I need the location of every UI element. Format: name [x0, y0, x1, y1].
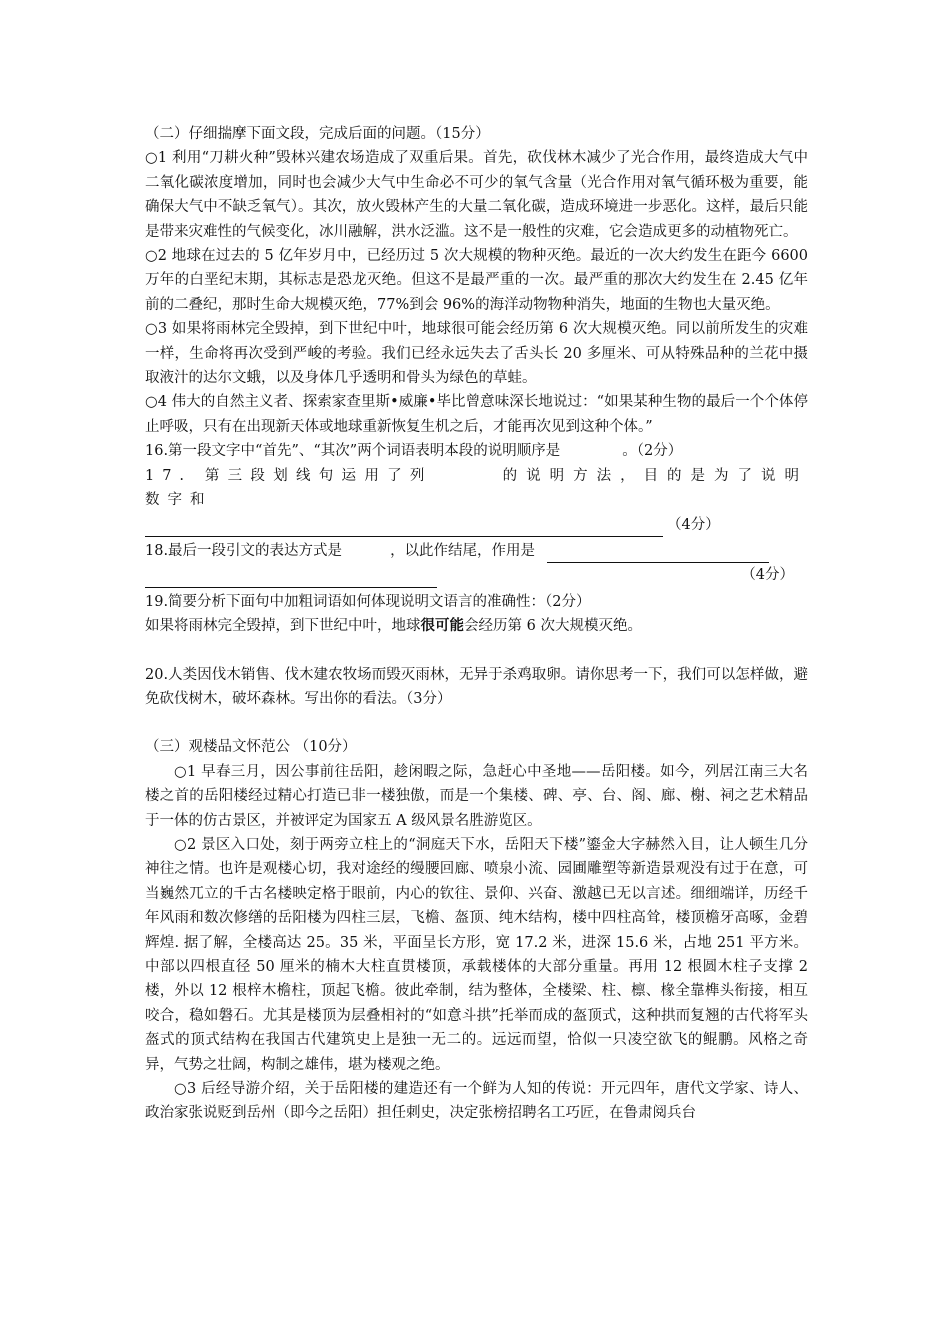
question-16-score: 。（2分）	[622, 443, 683, 460]
question-16-text: 16.第一段文字中“首先”、“其次”两个词语表明本段的说明顺序是	[145, 443, 561, 460]
section-3-paragraph-3: ○3 后经导游介绍，关于岳阳楼的建造还有一个鲜为人知的传说：开元四年，唐代文学家、诗人、政治家张说贬到岳州（即今之岳阳）担任刺史，决定张榜招聘名工巧匠，在鲁肃阅兵台	[145, 1081, 808, 1122]
spacer	[145, 711, 808, 735]
question-20: 20.人类因伐木销售、伐木建农牧场而毁灭雨林，无异于杀鸡取卵。请你思考一下，我们可以怎样做，避免砍伐树木，破坏森林。写出你的看法。（3分）	[145, 666, 808, 707]
section-2-paragraph-3: ○3 如果将雨林完全毁掉，到下世纪中叶，地球很可能会经历第 6 次大规模灭绝。同以前所发生的灾难一样，生命将再次受到严峻的考验。我们已经永远失去了舌头长 20 多厘米、可从特殊品种的兰花中摄取液汁的达尔文蛾，以及身体几乎透明和骨头为绿色的草蛙。	[145, 321, 808, 387]
question-17	[145, 464, 808, 513]
section-3-heading: （三）观楼品文怀范公 （10分）	[145, 739, 357, 756]
question-18-answer-line	[145, 563, 808, 587]
section-3-paragraph-1: ○1 早春三月，因公事前往岳阳，趁闲暇之际，急赶心中圣地——岳阳楼。如今，列居江南三大名楼之首的岳阳楼经过精心打造已非一楼独傲，而是一个集楼、碑、亭、台、阁、廊、榭、祠之艺术精品于一体的仿古景区，并被评定为国家五 A 级风景名胜游览区。	[145, 763, 808, 829]
question-19: 19.简要分析下面句中加粗词语如何体现说明文语言的准确性：（2分）	[145, 593, 591, 610]
section-2-heading: （二）仔细揣摩下面文段，完成后面的问题。（15分）	[145, 126, 490, 142]
question-18-answer-blank[interactable]	[145, 571, 437, 588]
question-17-text: 17. 第三段划线句运用了列数字和	[145, 467, 433, 509]
question-17-method-blank[interactable]	[432, 464, 502, 513]
spacer	[145, 639, 808, 663]
question-18-score: （4分）	[741, 567, 794, 584]
question-19-bold-word: 很可能	[420, 617, 464, 635]
question-18-effect-blank[interactable]	[547, 546, 769, 563]
section-3-paragraph-2: ○2 景区入口处，刻于两旁立柱上的“洞庭天下水，岳阳天下楼”鎏金大字赫然入目，让人顿生几分神往之情。也许是观楼心切，我对途经的缦腰回廊、喷泉小流、园圃雕塑等新造景观没有过于在意，可当巍然兀立的千古名楼映定格于眼前，内心的钦往、景仰、兴奋、激越已无以言述。细细端详，历经千年风雨和数次修缮的岳阳楼为四柱三层，飞檐、盔顶、纯木结构，楼中四柱高耸，楼顶檐牙高啄，金碧辉煌. 据了解，全楼高达 25。35 米，平面呈长方形，宽 17.2 米，进深 15.6 米，占地 251 平方米。中部以四根直径 50 厘米的楠木大柱直贯楼顶，承载楼体的大部分重量。再用 12 根圆木柱子支撑 2 楼，外以 12 根梓木檐柱，顶起飞檐。彼此牵制，结为整体，全楼梁、柱、檩、椽全靠榫头衔接，相互咬合，稳如磐石。尤其是楼顶为层叠相衬的“如意斗拱”托举而成的盔顶式，这种拱而复翘的古代将军头盔式的顶式结构在我国古代建筑史上是独一无二的。远远而望，恰似一只凌空欲飞的鲲鹏。风格之奇异，气势之壮阔，构制之雄伟，堪为楼观之绝。	[145, 836, 808, 1073]
section-2-paragraph-4: ○4 伟大的自然主义者、探索家查里斯•威廉•毕比曾意味深长地说过：“如果某种生物的最后一个个体停止呼吸，只有在出现新天体或地球重新恢复生机之后，才能再次见到这种个体。”	[145, 394, 808, 435]
question-19-sentence: 如果将雨林完全毁掉，到下世纪中叶，地球很可能会经历第 6 次大规模灭绝。	[145, 617, 642, 635]
question-18-text-2: ，以此作结尾，作用是	[390, 542, 536, 559]
document-body	[145, 122, 808, 1126]
question-17-answer-line	[145, 513, 808, 537]
section-2-paragraph-2: ○2 地球在过去的 5 亿年岁月中，已经历过 5 次大规模的物种灭绝。最近的一次大约发生在距今 6600 万年的白垩纪末期，其标志是恐龙灭绝。但这不是最严重的一次。最严重的那次大约发生在 2.45 亿年前的二叠纪，那时生命大规模灭绝，77%到会 96%的海洋动物物种消失，地面的生物也大量灭绝。	[145, 248, 808, 313]
section-2-paragraph-1: ○1 利用“刀耕火种”毁林兴建农场造成了双重后果。首先，砍伐林木减少了光合作用，最终造成大气中二氧化碳浓度增加，同时也会减少大气中生命必不可少的氧气含量（光合作用对氧气循环极为重要，能确保大气中不缺乏氧气）。其次，放火毁林产生的大量二氧化碳，造成环境进一步恶化。这样，最后只能是带来灾难性的气候变化，冰川融解，洪水泛滥。这不是一般性的灾难，它会造成更多的动植物死亡。	[145, 150, 808, 240]
question-17-answer-blank[interactable]	[145, 520, 663, 537]
question-17-score: （4分）	[667, 516, 720, 533]
question-16	[145, 439, 808, 463]
question-18	[145, 539, 808, 563]
question-18-text: 18.最后一段引文的表达方式是	[145, 542, 343, 559]
question-17-text-2: 的说明方法，目的是为了说明	[502, 467, 808, 484]
